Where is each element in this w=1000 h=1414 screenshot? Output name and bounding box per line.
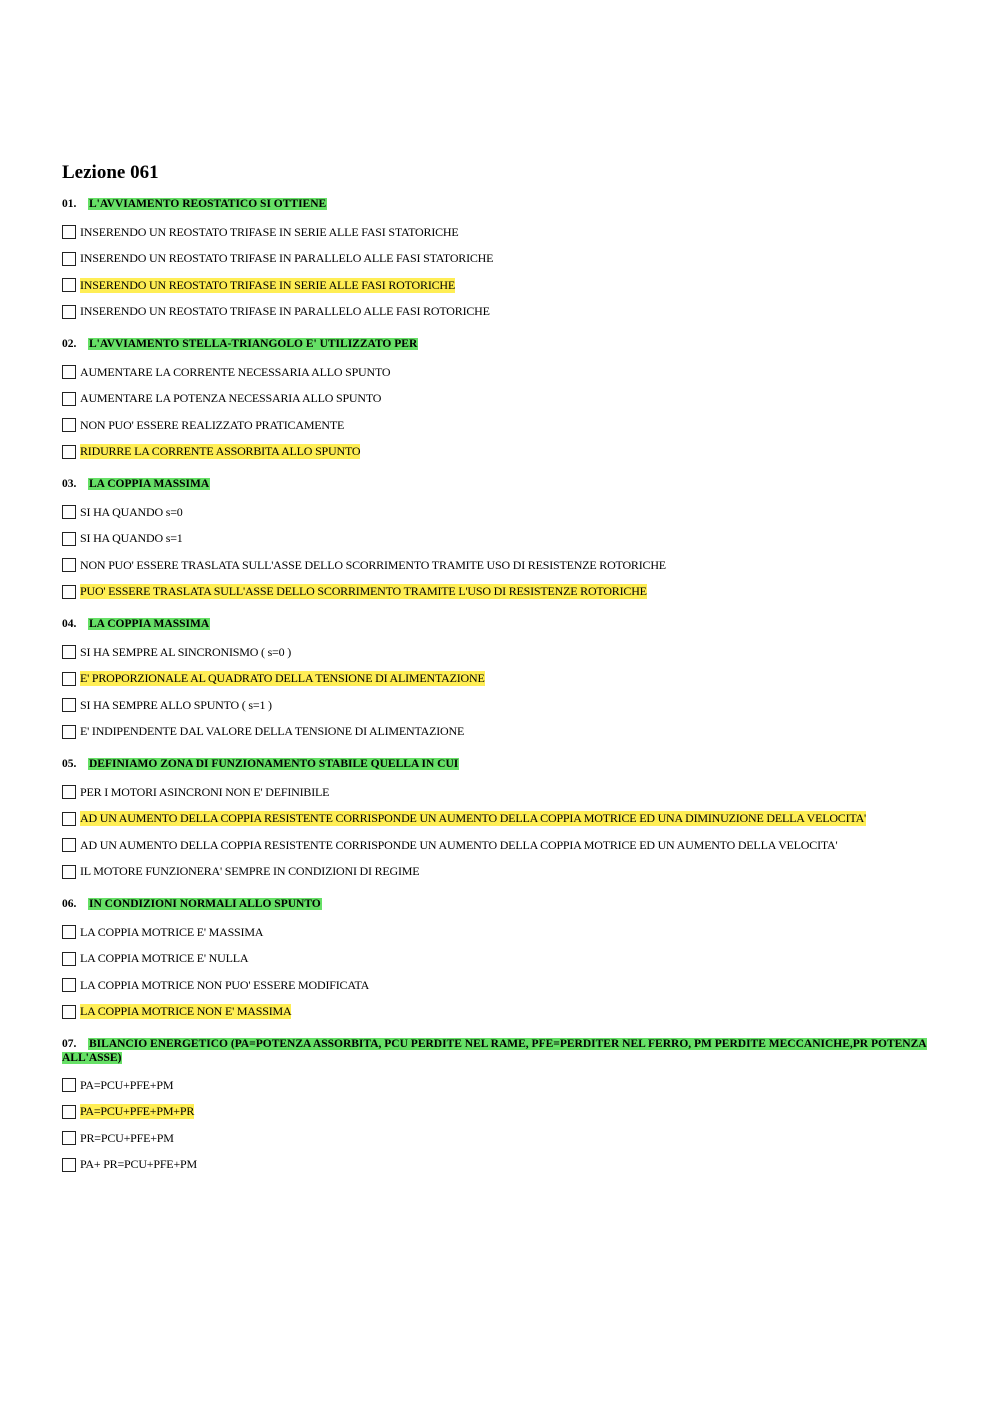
answer-text: SI HA SEMPRE AL SINCRONISMO ( s=0 ): [80, 644, 292, 659]
correct-answer-text: RIDURRE LA CORRENTE ASSORBITA ALLO SPUNTO: [80, 444, 361, 459]
answer-option[interactable]: [62, 579, 942, 606]
question-block: [62, 197, 942, 325]
question-block: [62, 757, 942, 885]
question-number: 02.: [62, 338, 77, 350]
question-header: [62, 477, 942, 492]
question-header: [62, 1037, 942, 1065]
checkbox-icon[interactable]: [62, 365, 76, 379]
checkbox-icon[interactable]: [62, 252, 76, 266]
answer-option[interactable]: [62, 359, 942, 386]
checkbox-icon[interactable]: [62, 585, 76, 599]
answer-option[interactable]: [62, 719, 942, 746]
checkbox-icon[interactable]: [62, 812, 76, 826]
answer-option[interactable]: [62, 299, 942, 326]
answer-text: IL MOTORE FUNZIONERA' SEMPRE IN CONDIZIONI DI REGIME: [80, 864, 420, 879]
checkbox-icon[interactable]: [62, 558, 76, 572]
checkbox-icon[interactable]: [62, 1105, 76, 1119]
question-block: [62, 477, 942, 605]
question-block: [62, 897, 942, 1025]
answer-text: AD UN AUMENTO DELLA COPPIA RESISTENTE CORRISPONDE UN AUMENTO DELLA COPPIA MOTRICE ED UN AUMENTO DELLA VELOCITA': [80, 837, 838, 852]
answer-text: INSERENDO UN REOSTATO TRIFASE IN SERIE ALLE FASI STATORICHE: [80, 224, 459, 239]
answer-option[interactable]: [62, 386, 942, 413]
answer-text: LA COPPIA MOTRICE E' NULLA: [80, 951, 249, 966]
correct-answer-text: PUO' ESSERE TRASLATA SULL'ASSE DELLO SCORRIMENTO TRAMITE L'USO DI RESISTENZE ROTORICHE: [80, 584, 647, 599]
correct-answer-text: PA=PCU+PFE+PM+PR: [80, 1104, 195, 1119]
question-header: [62, 337, 942, 352]
answer-option[interactable]: [62, 692, 942, 719]
question-block: [62, 1037, 942, 1178]
answer-option[interactable]: [62, 1099, 942, 1126]
answer-text: PER I MOTORI ASINCRONI NON E' DEFINIBILE: [80, 784, 330, 799]
checkbox-icon[interactable]: [62, 1078, 76, 1092]
checkbox-icon[interactable]: [62, 865, 76, 879]
answer-text: AUMENTARE LA CORRENTE NECESSARIA ALLO SPUNTO: [80, 364, 391, 379]
question-number: 01.: [62, 198, 77, 210]
question-header: [62, 757, 942, 772]
checkbox-icon[interactable]: [62, 672, 76, 686]
answer-option[interactable]: [62, 806, 942, 833]
answer-option[interactable]: [62, 859, 942, 886]
checkbox-icon[interactable]: [62, 838, 76, 852]
question-text: IN CONDIZIONI NORMALI ALLO SPUNTO: [89, 898, 321, 910]
question-number: 05.: [62, 758, 77, 770]
answer-option[interactable]: [62, 639, 942, 666]
answer-option[interactable]: [62, 1125, 942, 1152]
checkbox-icon[interactable]: [62, 952, 76, 966]
checkbox-icon[interactable]: [62, 925, 76, 939]
answer-option[interactable]: [62, 919, 942, 946]
answer-text: PR=PCU+PFE+PM: [80, 1130, 174, 1145]
correct-answer-text: AD UN AUMENTO DELLA COPPIA RESISTENTE CORRISPONDE UN AUMENTO DELLA COPPIA MOTRICE ED UNA DIMINUZIONE DELLA VELOCITA': [80, 811, 867, 826]
answer-option[interactable]: [62, 499, 942, 526]
checkbox-icon[interactable]: [62, 392, 76, 406]
question-block: [62, 617, 942, 745]
checkbox-icon[interactable]: [62, 978, 76, 992]
answer-text: AUMENTARE LA POTENZA NECESSARIA ALLO SPUNTO: [80, 391, 382, 406]
checkbox-icon[interactable]: [62, 698, 76, 712]
checkbox-icon[interactable]: [62, 725, 76, 739]
question-header: [62, 617, 942, 632]
question-text: LA COPPIA MASSIMA: [89, 478, 210, 490]
answer-option[interactable]: [62, 246, 942, 273]
question-list: [62, 197, 942, 1178]
answer-option[interactable]: [62, 779, 942, 806]
question-number: 03.: [62, 478, 77, 490]
checkbox-icon[interactable]: [62, 645, 76, 659]
answer-text: PA=PCU+PFE+PM: [80, 1077, 174, 1092]
answer-option[interactable]: [62, 1152, 942, 1179]
answer-text: SI HA QUANDO s=0: [80, 504, 183, 519]
question-text: DEFINIAMO ZONA DI FUNZIONAMENTO STABILE QUELLA IN CUI: [89, 758, 459, 770]
answer-option[interactable]: [62, 526, 942, 553]
checkbox-icon[interactable]: [62, 1158, 76, 1172]
checkbox-icon[interactable]: [62, 785, 76, 799]
answer-option[interactable]: [62, 1072, 942, 1099]
checkbox-icon[interactable]: [62, 1005, 76, 1019]
checkbox-icon[interactable]: [62, 418, 76, 432]
question-header: [62, 897, 942, 912]
checkbox-icon[interactable]: [62, 445, 76, 459]
answer-text: NON PUO' ESSERE TRASLATA SULL'ASSE DELLO SCORRIMENTO TRAMITE USO DI RESISTENZE ROTORICHE: [80, 557, 666, 572]
answer-option[interactable]: [62, 999, 942, 1026]
question-block: [62, 337, 942, 465]
question-header: [62, 197, 942, 212]
question-text: L'AVVIAMENTO STELLA-TRIANGOLO E' UTILIZZATO PER: [89, 338, 418, 350]
answer-text: LA COPPIA MOTRICE NON PUO' ESSERE MODIFICATA: [80, 977, 370, 992]
checkbox-icon[interactable]: [62, 278, 76, 292]
answer-option[interactable]: [62, 946, 942, 973]
question-number: 04.: [62, 618, 77, 630]
answer-text: PA+ PR=PCU+PFE+PM: [80, 1157, 197, 1172]
answer-option[interactable]: [62, 666, 942, 693]
answer-option[interactable]: [62, 832, 942, 859]
answer-text: INSERENDO UN REOSTATO TRIFASE IN PARALLELO ALLE FASI STATORICHE: [80, 251, 494, 266]
correct-answer-text: LA COPPIA MOTRICE NON E' MASSIMA: [80, 1004, 292, 1019]
answer-option[interactable]: [62, 219, 942, 246]
question-text: BILANCIO ENERGETICO (PA=POTENZA ASSORBITA, PCU PERDITE NEL RAME, PFE=PERDITER NEL FERRO, PM PERDITE MECCANICHE,PR POTENZA ALL'ASSE): [62, 1038, 927, 1064]
correct-answer-text: E' PROPORZIONALE AL QUADRATO DELLA TENSIONE DI ALIMENTAZIONE: [80, 671, 485, 686]
answer-text: INSERENDO UN REOSTATO TRIFASE IN PARALLELO ALLE FASI ROTORICHE: [80, 304, 490, 319]
answer-option[interactable]: [62, 439, 942, 466]
question-text: LA COPPIA MASSIMA: [89, 618, 210, 630]
answer-text: SI HA QUANDO s=1: [80, 531, 183, 546]
checkbox-icon[interactable]: [62, 1131, 76, 1145]
answer-text: NON PUO' ESSERE REALIZZATO PRATICAMENTE: [80, 417, 345, 432]
answer-text: LA COPPIA MOTRICE E' MASSIMA: [80, 924, 264, 939]
checkbox-icon[interactable]: [62, 225, 76, 239]
checkbox-icon[interactable]: [62, 532, 76, 546]
question-number: 06.: [62, 898, 77, 910]
answer-option[interactable]: [62, 412, 942, 439]
question-number: 07.: [62, 1038, 77, 1050]
page-title: Lezione 061: [62, 162, 159, 183]
answer-option[interactable]: [62, 272, 942, 299]
question-text: L'AVVIAMENTO REOSTATICO SI OTTIENE: [89, 198, 327, 210]
answer-option[interactable]: [62, 552, 942, 579]
document-page: [62, 160, 942, 1190]
checkbox-icon[interactable]: [62, 505, 76, 519]
answer-text: SI HA SEMPRE ALLO SPUNTO ( s=1 ): [80, 697, 272, 712]
checkbox-icon[interactable]: [62, 305, 76, 319]
answer-option[interactable]: [62, 972, 942, 999]
answer-text: E' INDIPENDENTE DAL VALORE DELLA TENSIONE DI ALIMENTAZIONE: [80, 724, 465, 739]
correct-answer-text: INSERENDO UN REOSTATO TRIFASE IN SERIE ALLE FASI ROTORICHE: [80, 277, 456, 292]
